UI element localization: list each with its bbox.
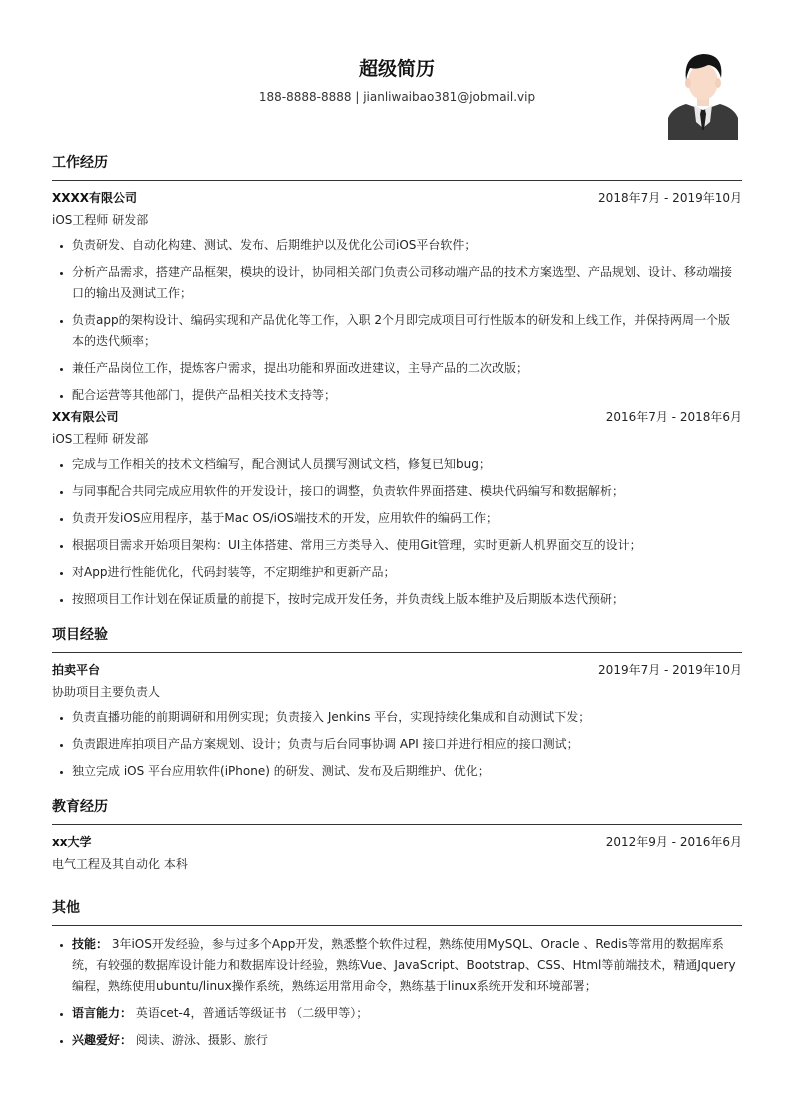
list-item: • 独立完成 iOS 平台应用软件(iPhone) 的研发、测试、发布及后期维护、优化； bbox=[72, 761, 742, 782]
section-title-work: 工作经历 bbox=[52, 152, 742, 181]
list-item bbox=[72, 1030, 742, 1051]
list-item bbox=[72, 1003, 742, 1024]
project-section bbox=[52, 624, 742, 782]
date-range: 2012年9月 - 2016年6月 bbox=[605, 835, 742, 849]
list-item: • 负责直播功能的前期调研和用例实现；负责接入 Jenkins 平台，实现持续化集成和自动测试下发； bbox=[72, 707, 742, 728]
list-item: • 按照项目工作计划在保证质量的前提下，按时完成开发任务，并负责线上版本维护及后期版本迭代预研； bbox=[72, 589, 742, 610]
duty-list bbox=[52, 235, 742, 406]
avatar bbox=[668, 48, 738, 140]
work-entry-1 bbox=[52, 189, 742, 406]
list-item: • 配合运营等其他部门，提供产品相关技术支持等； bbox=[72, 385, 742, 406]
item-text: 阅读、游泳、摄影、旅行 bbox=[132, 1033, 268, 1047]
list-item: • 兼任产品岗位工作，提炼客户需求，提出功能和界面改进建议，主导产品的二次改版； bbox=[72, 358, 742, 379]
item-label: 技能： bbox=[72, 937, 109, 951]
list-item: • 分析产品需求，搭建产品框架，模块的设计，协同相关部门负责公司移动端产品的技术方案选型、产品规划、设计、移动端接口的输出及测试工作； bbox=[72, 262, 742, 304]
education-entry bbox=[52, 833, 742, 873]
list-item: • 负责研发、自动化构建、测试、发布、后期维护以及优化公司iOS平台软件； bbox=[72, 235, 742, 256]
work-section bbox=[52, 152, 742, 610]
section-title-projects: 项目经验 bbox=[52, 624, 742, 653]
project-name: 拍卖平台 bbox=[52, 663, 101, 677]
job-role: iOS工程师 研发部 bbox=[52, 213, 149, 227]
list-item: • 对App进行性能优化，代码封装等，不定期维护和更新产品； bbox=[72, 562, 742, 583]
company-name: XX有限公司 bbox=[52, 410, 119, 424]
resume-name: 超级简历 bbox=[358, 58, 435, 80]
education-section bbox=[52, 796, 742, 873]
project-list bbox=[52, 707, 742, 782]
other-list bbox=[52, 934, 742, 1051]
date-range: 2019年7月 - 2019年10月 bbox=[598, 663, 742, 677]
avatar-face bbox=[688, 64, 718, 100]
list-item: • 负责开发iOS应用程序，基于Mac OS/iOS端技术的开发，应用软件的编码工作； bbox=[72, 508, 742, 529]
item-label: 兴趣爱好： bbox=[72, 1033, 133, 1047]
item-text: 3年iOS开发经验，参与过多个App开发，熟悉整个软件过程，熟练使用MySQL、Oracle 、Redis等常用的数据库系统，有较强的数据库设计能力和数据库设计经验，熟练Vue、JavaScript、Bootstrap、CSS、Html等前端技术，精通Jquery编程，熟练使用ubuntu/linux操作系统，熟练运用常用命令，熟练基于linux系统开发和环境部署； bbox=[72, 937, 736, 993]
company-name: XXXX有限公司 bbox=[52, 191, 138, 205]
list-item: • 完成与工作相关的技术文档编写，配合测试人员撰写测试文档，修复已知bug； bbox=[72, 454, 742, 475]
project-entry bbox=[52, 661, 742, 782]
list-item bbox=[72, 934, 742, 997]
contact-info: 188-8888-8888 | jianliwaibao381@jobmail.vip bbox=[258, 90, 536, 104]
list-item: • 负责app的架构设计、编码实现和产品优化等工作，入职 2个月即完成项目可行性版本的研发和上线工作，并保持两周一个版本的迭代频率； bbox=[72, 310, 742, 352]
duty-list bbox=[52, 454, 742, 610]
section-title-education: 教育经历 bbox=[52, 796, 742, 825]
work-entry-2 bbox=[52, 408, 742, 610]
item-label: 语言能力： bbox=[72, 1006, 133, 1020]
other-section bbox=[52, 897, 742, 1051]
resume-page bbox=[52, 0, 742, 1057]
job-role: iOS工程师 研发部 bbox=[52, 432, 149, 446]
list-item: • 与同事配合共同完成应用软件的开发设计，接口的调整，负责软件界面搭建、模块代码编写和数据解析； bbox=[72, 481, 742, 502]
item-text: 英语cet-4，普通话等级证书 （二级甲等）； bbox=[132, 1006, 369, 1020]
list-item: • 负责跟进库拍项目产品方案规划、设计；负责与后台同事协调 API 接口并进行相应的接口测试； bbox=[72, 734, 742, 755]
school-name: xx大学 bbox=[52, 835, 92, 849]
date-range: 2018年7月 - 2019年10月 bbox=[598, 191, 742, 205]
section-title-other: 其他 bbox=[52, 897, 742, 926]
project-role: 协助项目主要负责人 bbox=[52, 685, 161, 699]
list-item: • 根据项目需求开始项目架构：UI主体搭建、常用三方类导入、使用Git管理，实时更新人机界面交互的设计； bbox=[72, 535, 742, 556]
major-degree: 电气工程及其自动化 本科 bbox=[52, 857, 188, 871]
date-range: 2016年7月 - 2018年6月 bbox=[605, 410, 742, 424]
resume-header bbox=[52, 0, 742, 150]
